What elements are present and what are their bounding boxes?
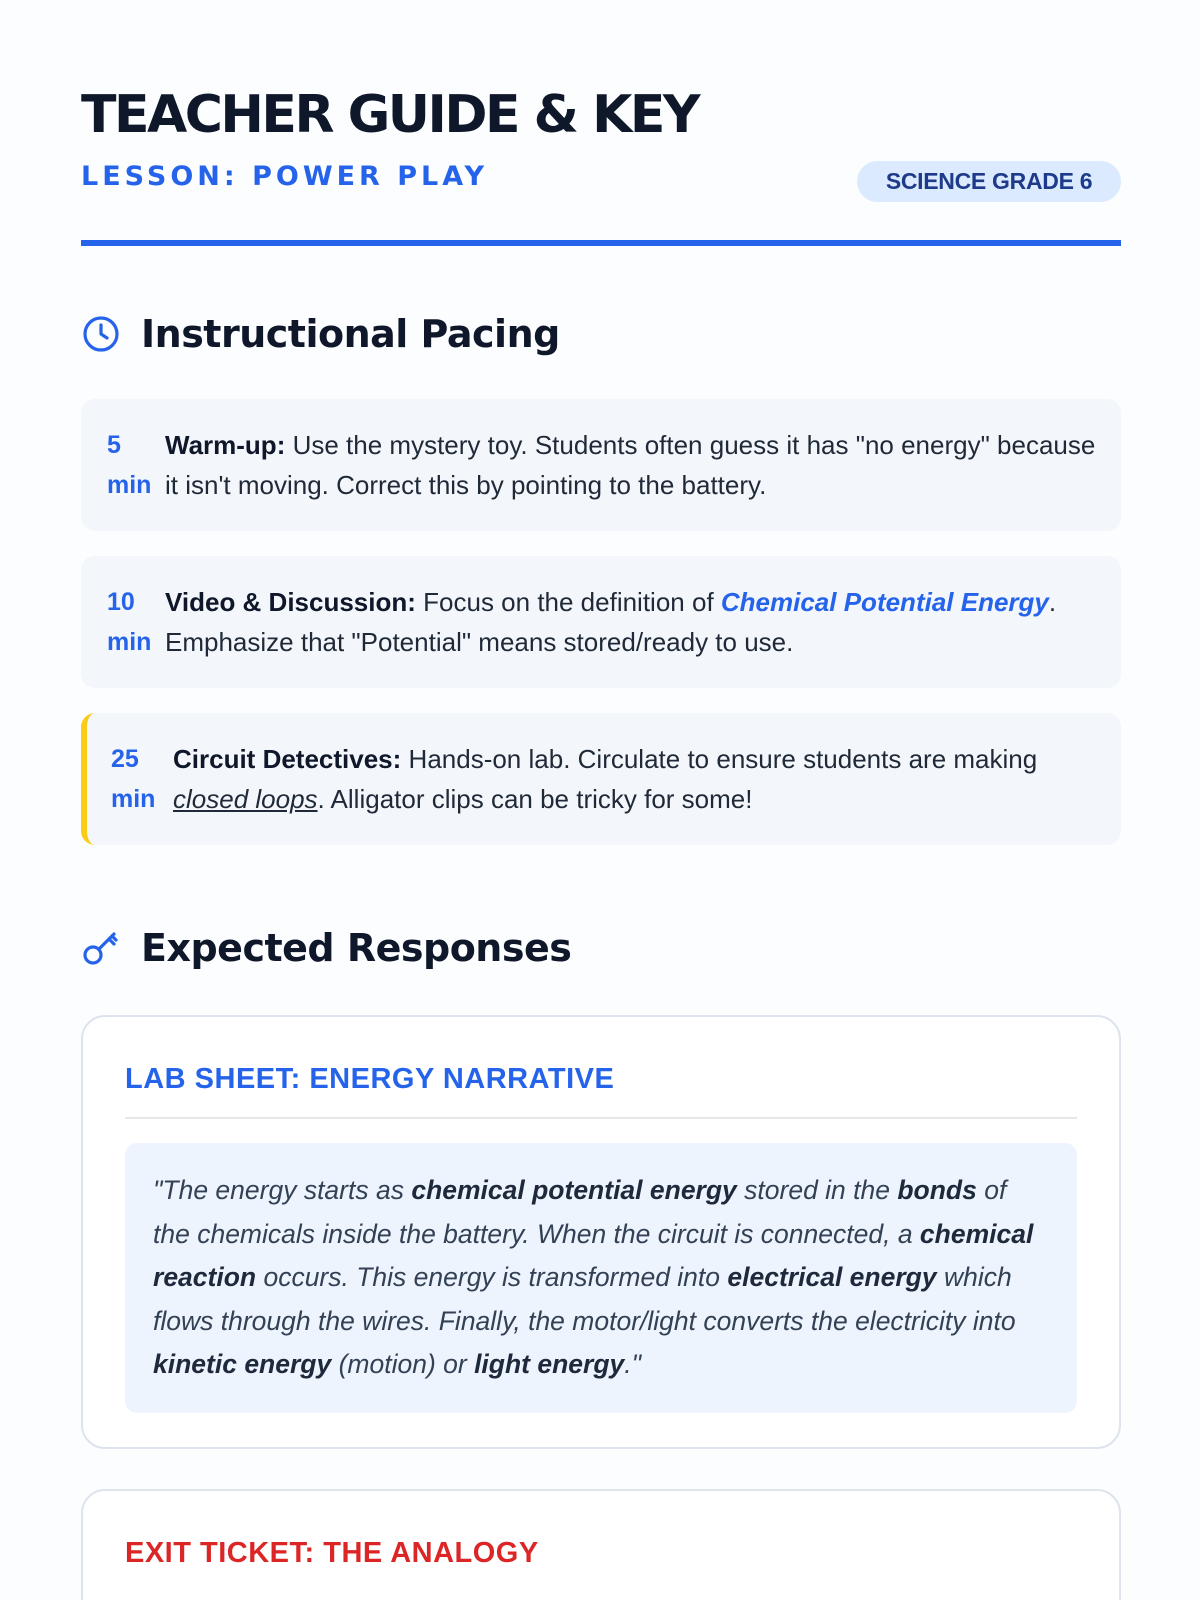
pacing-description: Circuit Detectives: Hands-on lab. Circulate to ensure students are making closed loops. Alligator clips can be tricky for some!: [173, 744, 1038, 814]
responses-section-header: [81, 923, 571, 973]
page-title: TEACHER GUIDE & KEY: [81, 85, 699, 145]
pacing-description: Video & Discussion: Focus on the definition of Chemical Potential Energy. Emphasize that "Potential" means stored/ready to use.: [165, 587, 1057, 657]
card-divider: [125, 1117, 1077, 1119]
header-divider: [81, 240, 1121, 246]
pacing-description: Warm-up: Use the mystery toy. Students often guess it has "no energy" because it isn't moving. Correct this by pointing to the battery.: [165, 430, 1096, 500]
pacing-item-warmup: [81, 399, 1121, 531]
pacing-item-video: [81, 556, 1121, 688]
pacing-time: 5 min: [107, 431, 152, 499]
key-icon: [81, 928, 121, 968]
responses-heading: Expected Responses: [141, 926, 572, 970]
exit-ticket-title: EXIT TICKET: THE ANALOGY: [125, 1537, 539, 1569]
key-term: closed loops: [173, 784, 318, 814]
key-term: Chemical Potential Energy: [720, 587, 1049, 617]
pacing-time: 25 min: [111, 745, 156, 813]
lab-sheet-card: [81, 1015, 1121, 1449]
pacing-heading: Instructional Pacing: [141, 312, 560, 356]
pacing-time: 10 min: [107, 588, 152, 656]
lesson-subtitle: LESSON: POWER PLAY: [81, 161, 489, 192]
lab-sheet-title: LAB SHEET: ENERGY NARRATIVE: [125, 1063, 615, 1095]
pacing-item-lab: [81, 713, 1121, 845]
pacing-section-header: [81, 309, 560, 359]
expected-answer-quote: "The energy starts as chemical potential energy stored in the bonds of the chemicals inside the battery. When the circuit is connected, a chemical reaction occurs. This energy is transformed into electrical energy which flows through the wires. Finally, the motor/light converts the electricity into kinetic energy (motion) or light energy.": [125, 1143, 1077, 1413]
grade-badge: SCIENCE GRADE 6: [857, 161, 1121, 202]
exit-ticket-card: [81, 1489, 1121, 1600]
clock-icon: [81, 314, 121, 354]
